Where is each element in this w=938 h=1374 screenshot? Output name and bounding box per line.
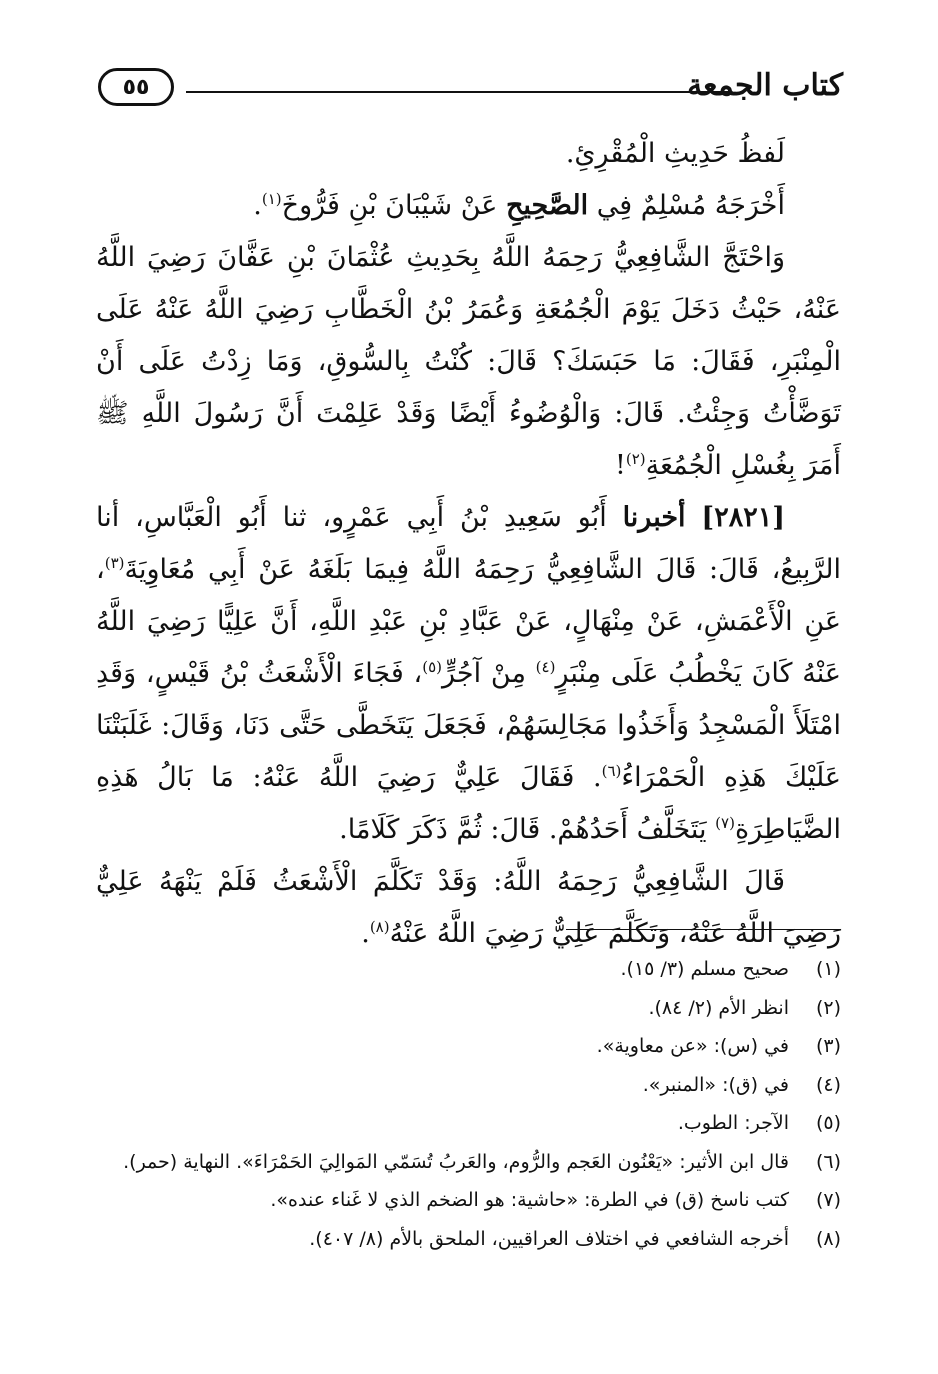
paragraph-4-text-e: . فَقَالَ عَلِيٌّ رَضِيَ اللَّهُ عَنْهُ: مَا بَالُ هَذِهِ الضَّيَاطِرَةِ — [96, 762, 841, 845]
paragraph-2 — [96, 180, 841, 232]
paragraph-4-text-f: يَتَخَلَّفُ أَحَدُهُمْ. قَالَ: ثُمَّ ذَكَرَ كَلَامًا. — [339, 814, 716, 845]
paragraph-4-text-a: أَبُو سَعِيدِ بْنُ أَبِي عَمْرٍو، ثنا أَبُو الْعَبَّاسِ، أنا الرَّبِيعُ، قَالَ: قَالَ الشَّافِعِيُّ رَحِمَهُ اللَّهُ فِيمَا بَلَغَهُ عَنْ أَبِي مُعَاوِيَةَ — [96, 502, 841, 585]
footnote-number: (٢) — [815, 996, 841, 1019]
footnote-text: في (ق): «المنبر». — [642, 1073, 789, 1096]
footnote-item — [96, 1104, 841, 1143]
footnote-item — [96, 989, 841, 1028]
footnote-ref-2[interactable]: (٢) — [625, 450, 646, 468]
paragraph-5-end: . — [361, 918, 370, 949]
footnote-ref-7[interactable]: (٧) — [715, 814, 735, 832]
footnote-number: (٨) — [815, 1227, 841, 1250]
paragraph-2-end: . — [253, 190, 262, 221]
paragraph-4-text-c: مِنْ آجُرٍّ — [442, 658, 536, 689]
paragraph-3-end: ! — [614, 450, 626, 481]
footnote-item — [96, 1220, 841, 1259]
footnote-item — [96, 1066, 841, 1105]
paragraph-5-text: قَالَ الشَّافِعِيُّ رَحِمَهُ اللَّهُ: وَقَدْ تَكَلَّمَ الْأَشْعَثُ فَلَمْ يَنْهَهُ عَلِيٌّ رَضِيَ اللَّهُ عَنْهُ، وَتَكَلَّمَ عَلِيٌّ رَضِيَ اللَّهُ عَنْهُ — [96, 866, 841, 949]
book-title: كتاب الجمعة — [687, 68, 843, 103]
paragraph-2-lead: أَخْرَجَهُ مُسْلِمٌ فِي — [588, 190, 785, 221]
footnote-number: (٥) — [815, 1112, 841, 1134]
footnote-item — [96, 950, 841, 989]
footnote-number: (٦) — [815, 1150, 841, 1173]
footnote-text: كتب ناسخ (ق) في الطرة: «حاشية: هو الضخم الذي لا غَناء عنده». — [270, 1189, 789, 1211]
paragraph-1-text: لَفظُ حَدِيثِ الْمُقْرِئِ. — [565, 138, 785, 169]
footnote-text: أخرجه الشافعي في اختلاف العراقيين، الملحق بالأم (٨/ ٤٠٧). — [309, 1227, 789, 1250]
footnote-number: (٤) — [815, 1073, 841, 1096]
footnote-ref-8[interactable]: (٨) — [369, 918, 390, 936]
footnote-divider — [566, 929, 841, 930]
footnote-item — [96, 1027, 841, 1066]
paragraph-3-text: وَاحْتَجَّ الشَّافِعِيُّ رَحِمَهُ اللَّهُ بِحَدِيثِ عُثْمَانَ بْنِ عَفَّانَ رَضِيَ اللَّهُ عَنْهُ، حَيْثُ دَخَلَ يَوْمَ الْجُمُعَةِ وَعُمَرُ بْنُ الْخَطَّابِ رَضِيَ اللَّهُ عَنْهُ عَلَى الْمِنْبَرِ، فَقَالَ: مَا حَبَسَكَ؟ قَالَ: كُنْتُ بِالسُّوقِ، وَمَا زِدْتُ عَلَى أَنْ تَوَضَّأْتُ وَجِئْتُ. قَالَ: وَالْوُضُوءُ أَيْضًا وَقَدْ عَلِمْتَ أَنَّ رَسُولَ اللَّهِ ﷺ أَمَرَ بِغُسْلِ الْجُمُعَةِ — [96, 242, 841, 481]
footnotes-section — [96, 950, 841, 1258]
main-text — [96, 128, 841, 960]
footnote-number: (١) — [815, 958, 841, 980]
paragraph-3 — [96, 232, 841, 492]
footnote-number: (٣) — [815, 1035, 841, 1057]
footnote-text: الآجر: الطوب. — [677, 1112, 789, 1134]
page-header — [98, 66, 843, 116]
footnote-text: صحيح مسلم (٣/ ١٥). — [620, 958, 789, 980]
footnote-ref-1[interactable]: (١) — [261, 190, 282, 208]
footnote-item — [96, 1143, 841, 1182]
paragraph-4 — [96, 492, 841, 856]
paragraph-5 — [96, 856, 841, 960]
footnote-ref-5[interactable]: (٥) — [422, 658, 443, 676]
sahih-title: الصَّحِيحِ — [505, 190, 589, 221]
paragraph-4-text-d: ، فَجَاءَ الْأَشْعَثُ بْنُ قَيْسٍ، وَقَدِ امْتَلَأَ الْمَسْجِدُ وَأَخَذُوا مَجَالِسَهُمْ، فَجَعَلَ يَتَخَطَّى حَتَّى دَنَا، وَقَالَ: غَلَبَتْنَا عَلَيْكَ هَذِهِ الْحَمْرَاءُ — [96, 658, 841, 793]
footnote-ref-6[interactable]: (٦) — [601, 762, 622, 780]
footnote-text: في (س): «عن معاوية». — [596, 1035, 789, 1057]
footnote-ref-3[interactable]: (٣) — [104, 554, 125, 572]
page-number: ٥٥ — [98, 68, 174, 106]
paragraph-4-text-b: ، عَنِ الْأَعْمَشِ، عَنْ مِنْهَالٍ، عَنْ عَبَّادِ بْنِ عَبْدِ اللَّهِ، أَنَّ عَلِيًّا رَضِيَ اللَّهُ عَنْهُ كَانَ يَخْطُبُ عَلَى مِنْبَرٍ — [96, 554, 841, 689]
footnote-text: انظر الأم (٢/ ٨٤). — [648, 996, 789, 1019]
paragraph-2-tail: عَنْ شَيْبَانَ بْنِ فَرُّوخَ — [281, 190, 506, 221]
footnote-text: قال ابن الأثير: «يَعْنُون العَجم والرُّوم، والعَربُ تُسَمّي المَوالِيَ الحَمْرَاءَ». النهاية (حمر). — [123, 1150, 789, 1173]
footnote-ref-4[interactable]: (٤) — [535, 658, 556, 676]
header-divider — [186, 91, 731, 93]
footnote-item — [96, 1181, 841, 1220]
hadith-number: [٢٨٢١] — [701, 502, 785, 533]
paragraph-1 — [96, 128, 841, 180]
akhbarana-label: أخبرنا — [622, 502, 686, 533]
footnote-number: (٧) — [815, 1189, 841, 1211]
